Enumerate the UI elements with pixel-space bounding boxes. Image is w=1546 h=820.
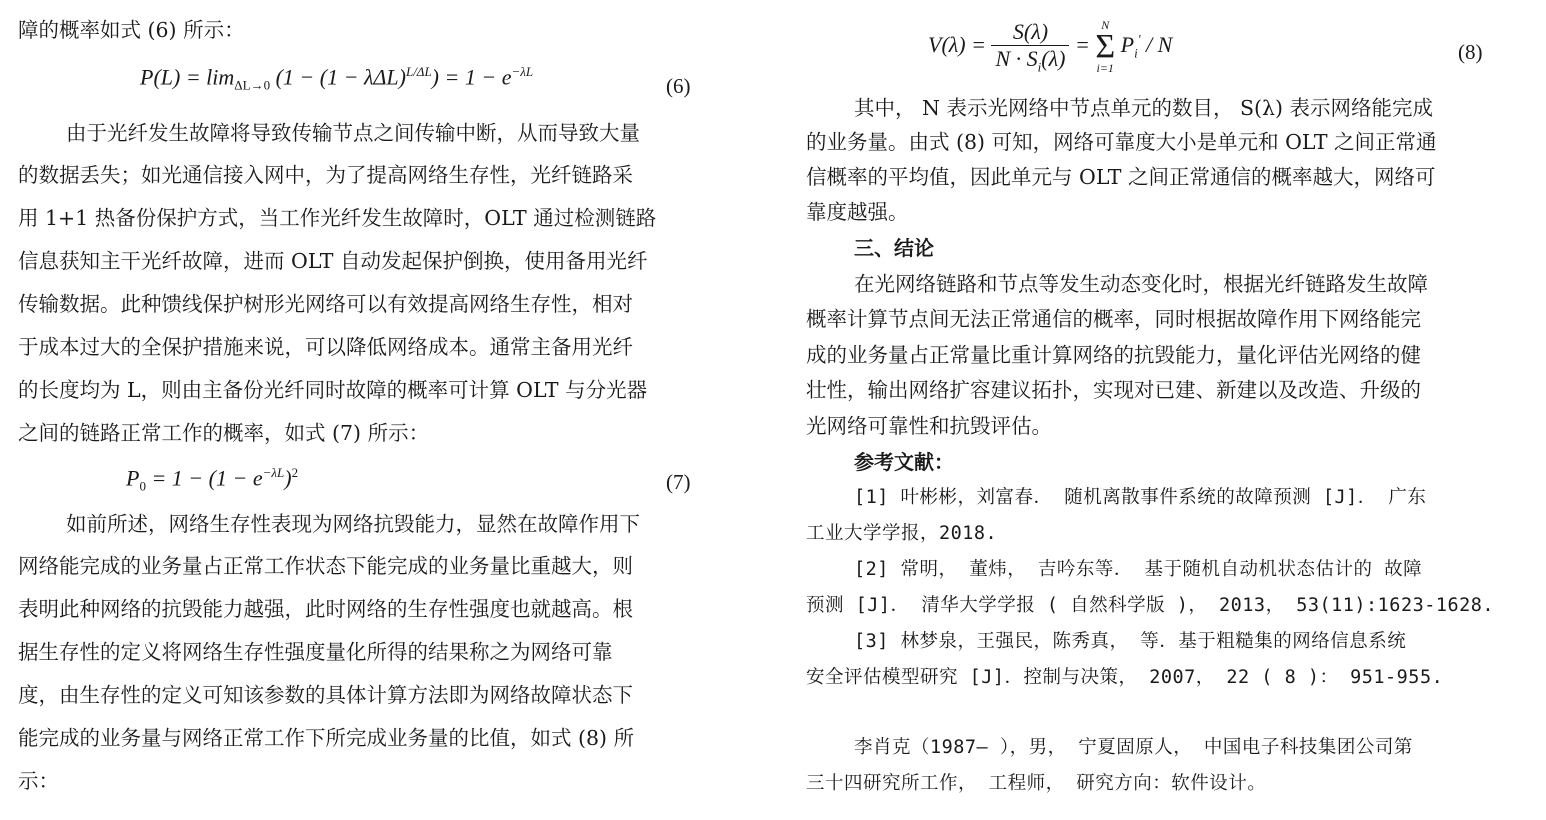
equation-number: (8)	[1458, 40, 1483, 64]
eq6-left: P(L) = lim	[140, 64, 235, 90]
equation-number: (6)	[666, 74, 691, 98]
eq8-left: V(λ) =	[928, 32, 986, 58]
eq7-body: = 1 − (1 − e	[145, 465, 263, 491]
text-line: 如前所述，网络生存性表现为网络抗毁能力，显然在故障作用下	[66, 512, 640, 536]
text-line: 表明此种网络的抗毁能力越强，此时网络的生存性强度也就越高。根	[18, 597, 633, 621]
reference-line: 安全评估模型研究 [J]．控制与决策， 2007， 22 ( 8 )： 951-955.	[806, 667, 1444, 688]
reference-line: [2] 常明， 董炜， 吉吟东等． 基于随机自动机状态估计的 故障	[854, 559, 1423, 580]
equation-7	[126, 465, 298, 495]
equation-8	[928, 18, 1172, 76]
text-line: 能完成的业务量与网络正常工作下所完成业务量的比值，如式 (8) 所	[18, 726, 635, 750]
equation-number: (7)	[666, 470, 691, 494]
eq6-exp2: −λL	[511, 64, 534, 79]
text-line: 据生存性的定义将网络生存性强度量化所得的结果称之为网络可靠	[18, 640, 613, 664]
reference-line: [3] 林梦泉，王强民，陈秀真， 等．基于粗糙集的网络信息系统	[854, 631, 1407, 652]
text-line: 光网络可靠性和抗毁评估。	[806, 414, 1052, 438]
eq6-limit-sub: ΔL→0	[234, 77, 271, 93]
text-line: 的数据丢失；如光通信接入网中，为了提高网络生存性，光纤链路采	[18, 163, 633, 187]
eq8-sum: N Σ i=1	[1095, 18, 1116, 75]
eq6-exp: L/ΔL	[405, 64, 432, 79]
eq8-denominator: $N \cdot S_i(\lambda)$	[995, 45, 1066, 75]
text-line: 度，由生存性的定义可知该参数的具体计算方法即为网络故障状态下	[18, 683, 633, 707]
text-line: 障的概率如式 (6) 所示：	[18, 18, 245, 42]
section-heading: 三、结论	[854, 236, 934, 260]
eq7-right: )	[284, 465, 292, 491]
eq7-sub: 0	[139, 478, 146, 494]
text-line: 其中， N 表示光网络中节点单元的数目， S(λ) 表示网络能完成	[854, 96, 1434, 120]
eq8-equals: =	[1074, 32, 1090, 58]
text-line: 传输数据。此种馈线保护树形光网络可以有效提高网络生存性，相对	[18, 292, 633, 316]
eq7-exp2: 2	[291, 465, 299, 480]
reference-line: 工业大学学报，2018.	[806, 523, 998, 544]
text-line: 信息获知主干光纤故障，进而 OLT 自动发起保护倒换，使用备用光纤	[18, 249, 648, 273]
eq6-right: ) = 1 − e	[431, 64, 512, 90]
text-line: 概率计算节点间无法正常通信的概率，同时根据故障作用下网络能完	[806, 307, 1421, 331]
eq8-fraction	[991, 19, 1069, 75]
text-line: 靠度越强。	[806, 200, 909, 224]
eq7-exp: −λL	[262, 465, 285, 480]
reference-line: [1] 叶彬彬，刘富春． 随机离散事件系统的故障预测 [J]． 广东	[854, 487, 1427, 508]
text-line: 于成本过大的全保护措施来说，可以降低网络成本。通常主备用光纤	[18, 335, 633, 359]
author-bio-line: 三十四研究所工作， 工程师， 研究方向：软件设计。	[806, 773, 1267, 794]
text-line: 成的业务量占正常量比重计算网络的抗毁能力，量化评估光网络的健	[806, 343, 1421, 367]
text-line: 网络能完成的业务量占正常工作状态下能完成的业务量比重越大，则	[18, 554, 633, 578]
reference-line: 预测 [J]． 清华大学学报 ( 自然科学版 )， 2013， 53(11):1623-1628.	[806, 595, 1495, 616]
text-line: 由于光纤发生故障将导致传输节点之间传输中断，从而导致大量	[66, 121, 640, 145]
text-line: 在光网络链路和节点等发生动态变化时，根据光纤链路发生故障	[854, 272, 1428, 296]
text-line: 的长度均为 L，则由主备份光纤同时故障的概率可计算 OLT 与分光器	[18, 378, 648, 402]
eq8-tail: $P_i'$ / N	[1120, 31, 1173, 61]
author-bio-line: 李肖克（1987— ），男， 宁夏固原人， 中国电子科技集团公司第	[854, 737, 1413, 758]
text-line: 用 1+1 热备份保护方式，当工作光纤发生故障时，OLT 通过检测链路	[18, 206, 657, 230]
eq7-left: P	[126, 465, 140, 491]
text-line: 示：	[18, 769, 59, 793]
text-line: 壮性，输出网络扩容建议拓扑，实现对已建、新建以及改造、升级的	[806, 378, 1421, 402]
eq6-body: (1 − (1 − λΔL)	[275, 64, 406, 90]
text-line: 的业务量。由式 (8) 可知，网络可靠度大小是单元和 OLT 之间正常通	[806, 130, 1437, 154]
eq8-numerator: S(λ)	[991, 19, 1069, 46]
equation-6	[140, 64, 533, 94]
text-line: 之间的链路正常工作的概率，如式 (7) 所示：	[18, 421, 430, 445]
references-heading: 参考文献：	[854, 450, 954, 474]
text-line: 信概率的平均值，因此单元与 OLT 之间正常通信的概率越大，网络可	[806, 165, 1436, 189]
